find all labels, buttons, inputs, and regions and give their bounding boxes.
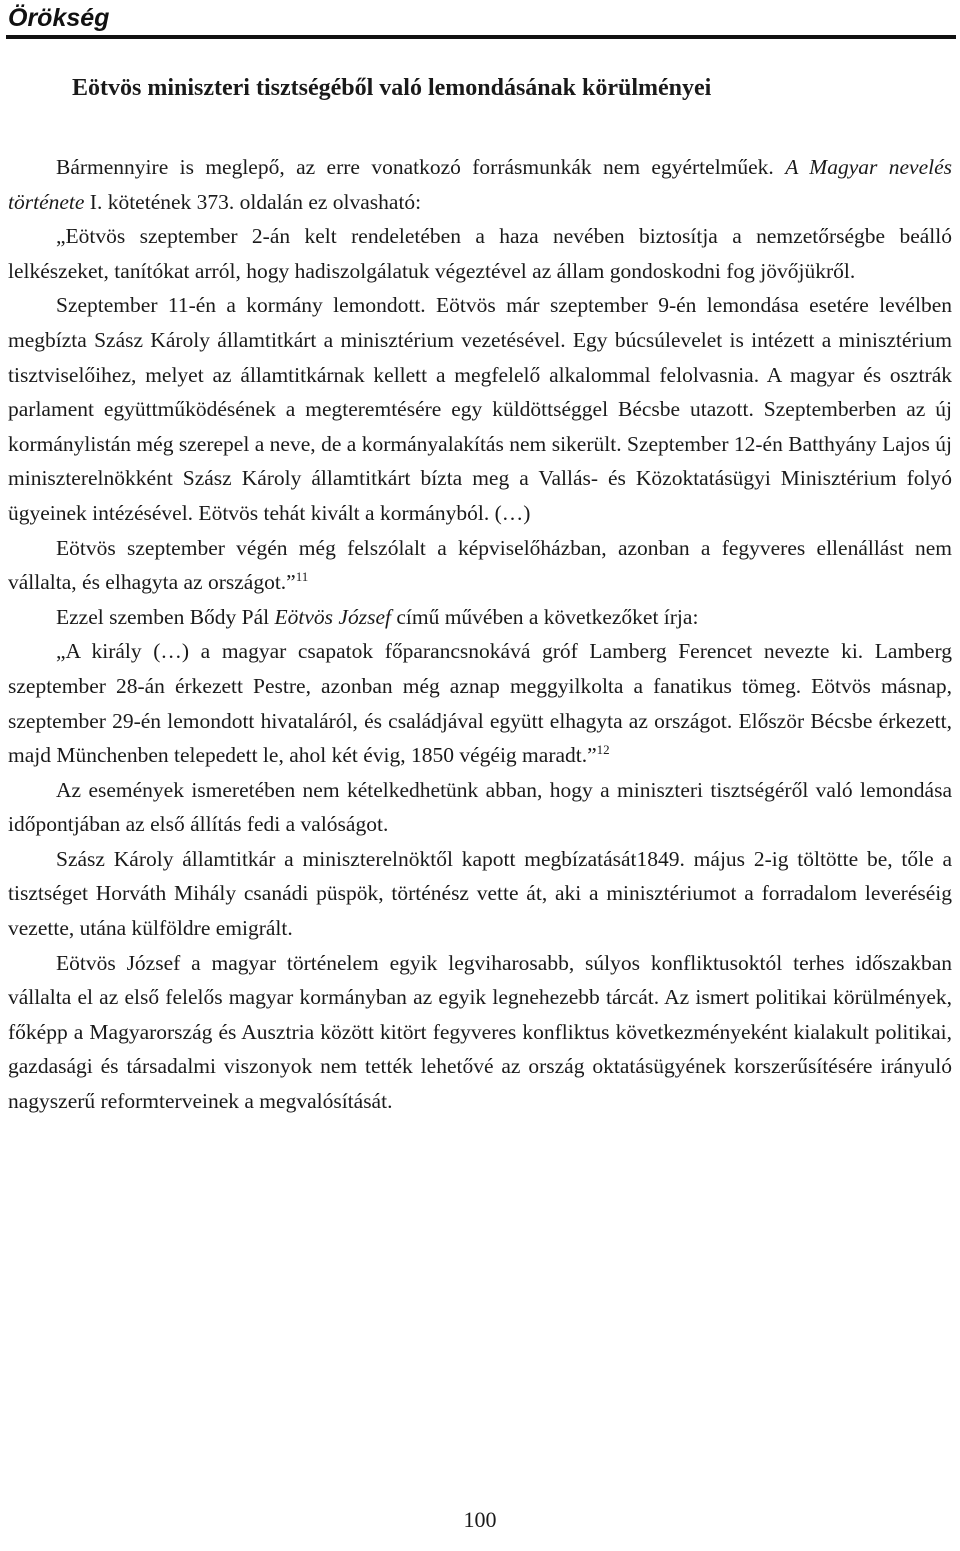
quote-paragraph-1: „Eötvös szeptember 2-án kelt rendeletében a haza nevében biztosítja a nemzetőrségbe beálló lelkészeket, tanítókat arról, hogy hadiszolgálatuk végeztével az állam gondoskodni fog jövőjükről. <box>8 224 952 283</box>
page-number: 100 <box>463 1507 497 1532</box>
running-header: Örökség <box>8 4 110 32</box>
book-title-italic: Eötvös József <box>274 604 391 629</box>
paragraph-summary: Eötvös József a magyar történelem egyik legviharosabb, súlyos konfliktusoktól terhes időszakban vállalta el az első felelős magyar kormányban az egyik legnehezebb tárcát. Az ismert politikai körülmények, főképp a Magyarország és Ausztria között kitört fegyveres konfliktus következményeként kialakult politikai, gazdasági és társadalmi viszonyok nem tették lehetővé az ország oktatásügyének korszerűsítésére irányuló nagyszerű reformterveinek a megvalósítását. <box>8 950 952 1114</box>
book-title-italic: A Magyar nevelés története <box>8 155 953 214</box>
header-rule <box>6 35 956 39</box>
quote-paragraph-3: Eötvös szeptember végén még felszólalt a képviselőházban, azonban a fegyveres ellenállást nem vállalta, és elhagyta az országot.”$^{11}$ <box>8 535 952 595</box>
paragraph-conclusion: Az események ismeretében nem kételkedhetünk abban, hogy a miniszteri tisztségéről való lemondása időpontjában az első állítás fedi a valóságot. <box>8 777 952 837</box>
paragraph-body-intro: Ezzel szemben Bődy Pál Eötvös József című művében a következőket írja: <box>56 604 699 629</box>
footnote-ref-11[interactable]: 11 <box>295 569 309 585</box>
quote-paragraph-2: Szeptember 11-én a kormány lemondott. Eötvös már szeptember 9-én lemondása esetére levélben megbízta Szász Károly államtitkárt a minisztérium vezetésével. Egy búcsúlevelet is intézett a minisztérium tisztviselőihez, melyet az államtitkárnak kellett a megfelelő alkalommal felolvasnia. A magyar és osztrák parlament együttműködésének a megteremtésére egy küldöttséggel Bécsbe utazott. Szeptemberben az új kormánylistán még szerepel a neve, de a kormányalakítás nem sikerült. Szeptember 12-én Batthyány Lajos új miniszterelnökként Szász Károly államtitkárt bízta meg a Vallás- és Közoktatásügyi Minisztérium folyó ügyeinek intézésével. Eötvös tehát kivált a kormányból. (…) <box>8 293 952 525</box>
article-body <box>8 150 952 1119</box>
paragraph-szasz: Szász Károly államtitkár a miniszterelnöktől kapott megbízatását1849. május 2-ig töltötte be, tőle a tisztséget Horváth Mihály csanádi püspök, történész vette át, aki a minisztériumot a forradalom leveréséig vezette, utána külföldre emigrált. <box>8 846 952 941</box>
quote-paragraph-4: „A király (…) a magyar csapatok főparancsnokává gróf Lamberg Ferencet nevezte ki. Lamberg szeptember 28-án érkezett Pestre, azonban még aznap meggyilkolta a fanatikus tömeg. Eötvös másnap, szeptember 29-én lemondott hivataláról, és családjával együtt elhagyta az országot. Először Bécsbe érkezett, majd Münchenben telepedett le, ahol két évig, 1850 végéig maradt.”$^{12}$ <box>8 639 952 768</box>
footnote-ref-12[interactable]: 12 <box>596 742 610 758</box>
article-title: Eötvös miniszteri tisztségéből való lemondásának körülményei <box>72 75 712 101</box>
paragraph-intro: Bármennyire is meglepő, az erre vonatkozó forrásmunkák nem egyértelműek. A Magyar nevelés története I. kötetének 373. oldalán ez olvasható: <box>8 155 953 214</box>
